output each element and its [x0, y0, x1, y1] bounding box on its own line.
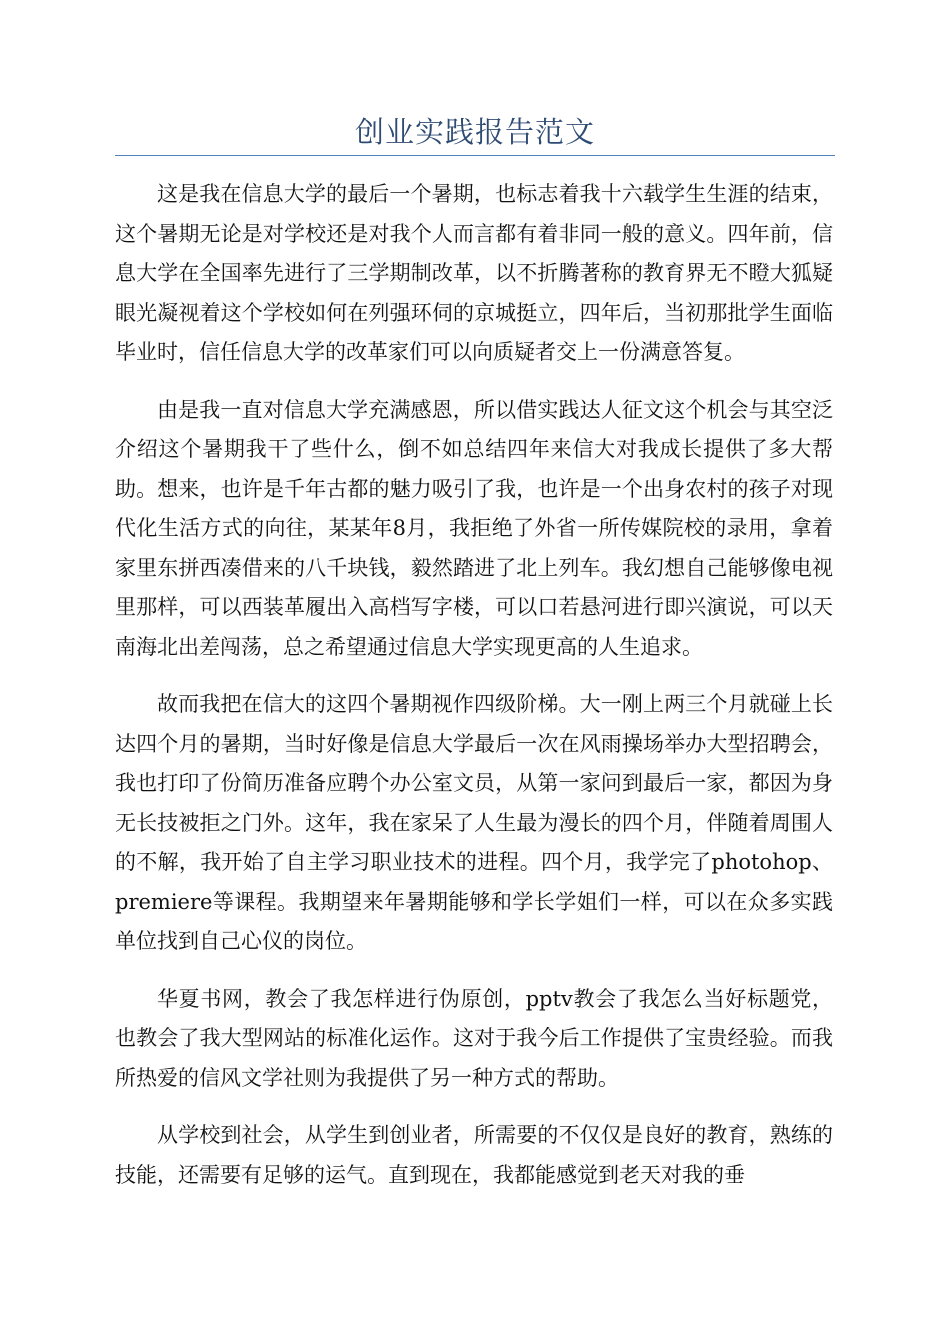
paragraph-3: 故而我把在信大的这四个暑期视作四级阶梯。大一刚上两三个月就碰上长达四个月的暑期，当时好像是信息大学最后一次在风雨操场举办大型招聘会，我也打印了份简历准备应聘个办公室文员，从第一家问到最后一家，都因为身无长技被拒之门外。这年，我在家呆了人生最为漫长的四个月，伴随着周围人的不解，我开始了自主学习职业技术的进程。四个月，我学完了photohop、premiere等课程。我期望来年暑期能够和学长学姐们一样，可以在众多实践单位找到自己心仪的岗位。: [115, 692, 833, 953]
paragraph-5: 从学校到社会，从学生到创业者，所需要的不仅仅是良好的教育，熟练的技能，还需要有足够的运气。直到现在，我都能感觉到老天对我的垂: [115, 1123, 833, 1187]
paragraph-1: 这是我在信息大学的最后一个暑期，也标志着我十六载学生生涯的结束，这个暑期无论是对学校还是对我个人而言都有着非同一般的意义。四年前，信息大学在全国率先进行了三学期制改革，以不折腾著称的教育界无不瞪大狐疑眼光凝视着这个学校如何在列强环伺的京城挺立，四年后，当初那批学生面临毕业时，信任信息大学的改革家们可以向质疑者交上一份满意答复。: [115, 182, 833, 364]
title-underline: [115, 155, 835, 156]
paragraph-4: 华夏书网，教会了我怎样进行伪原创，pptv教会了我怎么当好标题党，也教会了我大型网站的标准化运作。这对于我今后工作提供了宝贵经验。而我所热爱的信风文学社则为我提供了另一种方式的帮助。: [115, 986, 833, 1090]
paragraph-2: 由是我一直对信息大学充满感恩，所以借实践达人征文这个机会与其空泛介绍这个暑期我干了些什么，倒不如总结四年来信大对我成长提供了多大帮助。想来，也许是千年古都的魅力吸引了我，也许是一个出身农村的孩子对现代化生活方式的向往，某某年8月，我拒绝了外省一所传媒院校的录用，拿着家里东拼西凑借来的八千块钱，毅然踏进了北上列车。我幻想自己能够像电视里那样，可以西装革履出入高档写字楼，可以口若悬河进行即兴演说，可以天南海北出差闯荡，总之希望通过信息大学实现更高的人生追求。: [115, 397, 833, 659]
document-body: [115, 175, 833, 1213]
document-title: 创业实践报告范文: [354, 115, 595, 149]
